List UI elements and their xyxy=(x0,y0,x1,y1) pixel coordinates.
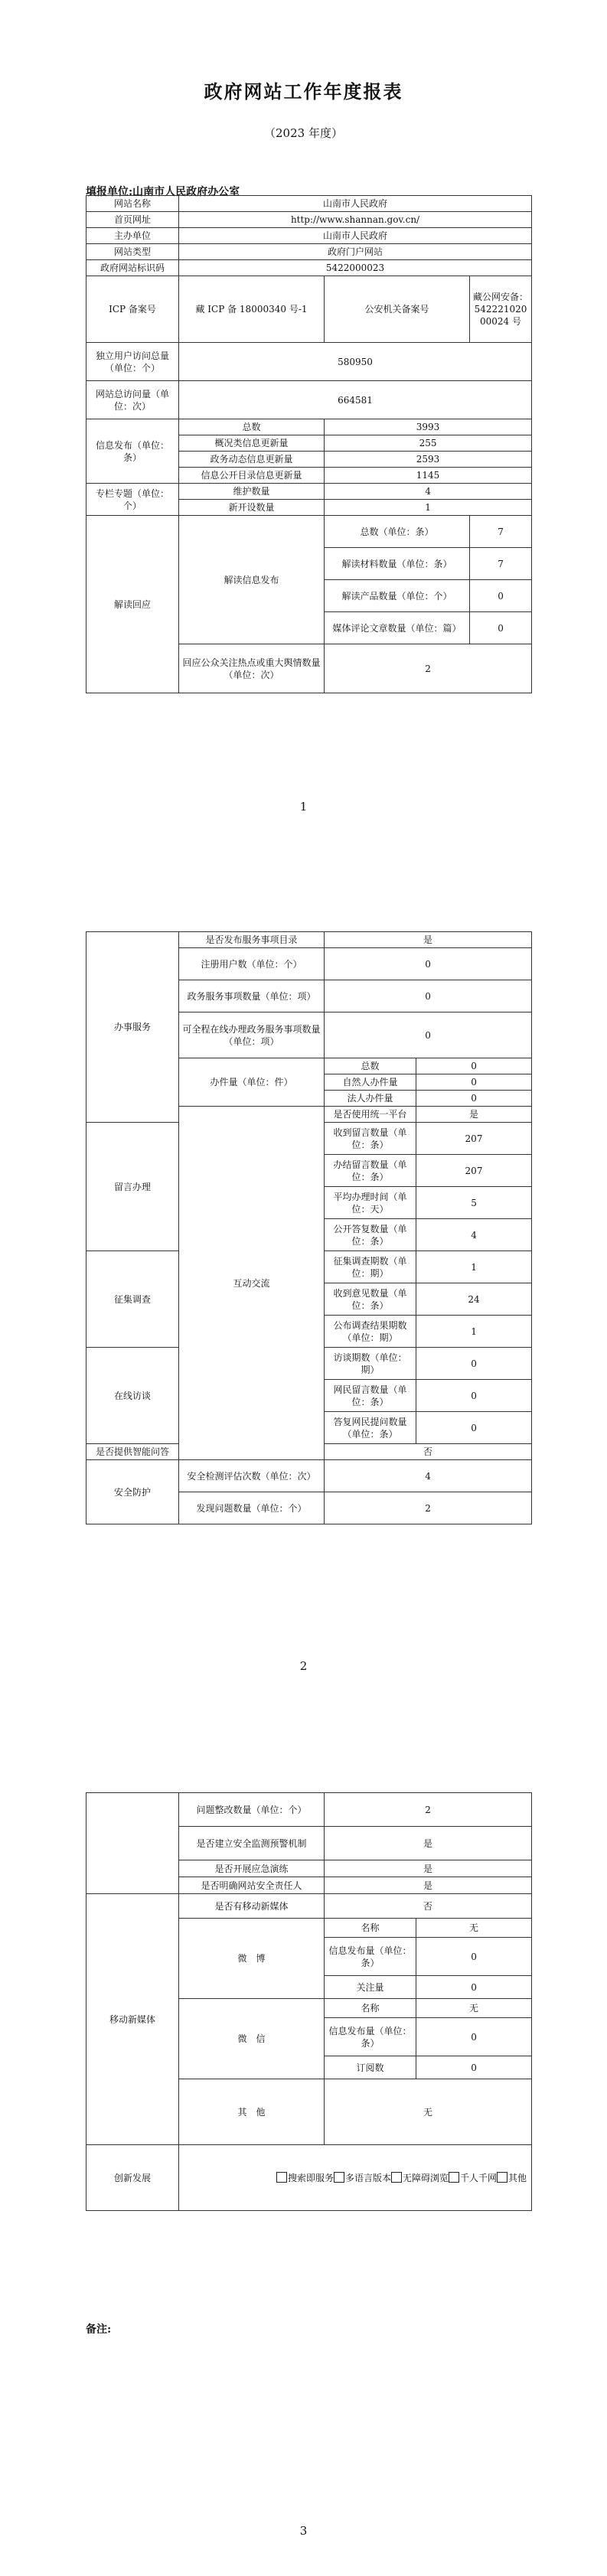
page-number: 2 xyxy=(299,1659,308,1673)
page-number: 1 xyxy=(299,800,308,814)
row-label: 问题整改数量（单位：个） xyxy=(179,1793,325,1827)
row-value: 0 xyxy=(416,2018,532,2056)
checkbox[interactable] xyxy=(276,2172,287,2183)
row-label: 信息发布量（单位：条） xyxy=(325,1938,416,1976)
row-value: 255 xyxy=(325,435,532,452)
report-table-page3 xyxy=(86,1792,532,2211)
row-value: 24 xyxy=(416,1283,532,1316)
row-value: 0 xyxy=(325,948,532,980)
row-label: 概况类信息更新量 xyxy=(179,435,325,452)
row-label: 政务服务事项数量（单位：项） xyxy=(179,980,325,1012)
row-value: 政府门户网站 xyxy=(179,244,532,260)
row-value: 207 xyxy=(416,1123,532,1155)
row-value: 1 xyxy=(325,500,532,516)
row-label: 自然人办件量 xyxy=(325,1074,416,1091)
group-label-continued xyxy=(86,1793,179,1894)
filing-unit: 填报单位:山南市人民政府办公室 xyxy=(86,186,240,198)
row-label: 是否建立安全监测预警机制 xyxy=(179,1827,325,1860)
row-value: 7 xyxy=(470,516,532,548)
checkbox[interactable] xyxy=(449,2172,459,2183)
report-table-page1 xyxy=(86,195,532,693)
group-label: 安全防护 xyxy=(86,1460,179,1524)
row-label: 征集调查期数（单位：期） xyxy=(325,1251,416,1283)
row-value: 4 xyxy=(325,484,532,500)
group-label: 专栏专题（单位：个） xyxy=(86,484,179,516)
row-label: 名称 xyxy=(325,1919,416,1938)
row-value: 0 xyxy=(416,1976,532,1999)
row-label: 独立用户访问总量（单位：个） xyxy=(86,343,179,381)
row-value: 是 xyxy=(325,1877,532,1894)
row-label: 总数 xyxy=(325,1058,416,1074)
row-label: 安全检测评估次数（单位：次） xyxy=(179,1460,325,1492)
row-value: 664581 xyxy=(179,381,532,419)
row-value: 207 xyxy=(416,1155,532,1187)
subgroup-label: 微 博 xyxy=(179,1919,325,1999)
row-value: 否 xyxy=(325,1894,532,1919)
police-value: 藏公网安备：54222102000024 号 xyxy=(470,276,532,343)
row-label: 网站总访问量（单位：次） xyxy=(86,381,179,419)
row-label: 收到意见数量（单位：条） xyxy=(325,1283,416,1316)
row-label: 是否使用统一平台 xyxy=(325,1107,416,1123)
row-value: 1 xyxy=(416,1316,532,1348)
row-value: 是 xyxy=(416,1107,532,1123)
subgroup-label: 在线访谈 xyxy=(86,1348,179,1444)
checkbox[interactable] xyxy=(391,2172,402,2183)
row-value: 0 xyxy=(470,612,532,644)
row-value: http://www.shannan.gov.cn/ xyxy=(179,212,532,228)
row-value: 0 xyxy=(416,1380,532,1412)
row-value: 2 xyxy=(325,644,532,693)
row-label: 回应公众关注热点或重大舆情数量（单位：次） xyxy=(179,644,325,693)
row-value: 0 xyxy=(470,580,532,612)
row-label: 信息公开目录信息更新量 xyxy=(179,468,325,484)
row-label: 平均办理时间（单位：天） xyxy=(325,1187,416,1219)
row-label: 是否提供智能问答 xyxy=(86,1444,179,1460)
row-label: 解读材料数量（单位：条） xyxy=(325,548,470,580)
subgroup-label: 微 信 xyxy=(179,1999,325,2079)
row-value: 无 xyxy=(416,1919,532,1938)
option-label: 无障碍浏览 xyxy=(402,2172,449,2183)
row-label: 政务动态信息更新量 xyxy=(179,452,325,468)
row-label: 名称 xyxy=(325,1999,416,2018)
row-label: 解读产品数量（单位：个） xyxy=(325,580,470,612)
row-label: 可全程在线办理政务服务事项数量（单位：项） xyxy=(179,1012,325,1058)
row-value: 1145 xyxy=(325,468,532,484)
checkbox[interactable] xyxy=(334,2172,344,2183)
row-label: 网站类型 xyxy=(86,244,179,260)
row-value: 0 xyxy=(416,1938,532,1976)
group-label: 互动交流 xyxy=(179,1107,325,1460)
group-label: 信息发布（单位：条） xyxy=(86,419,179,484)
police-label: 公安机关备案号 xyxy=(325,276,470,343)
row-label: 发现问题数量（单位：个） xyxy=(179,1492,325,1524)
subgroup-label: 留言办理 xyxy=(86,1123,179,1251)
row-value: 0 xyxy=(416,1348,532,1380)
row-value: 否 xyxy=(325,1444,532,1460)
row-value: 2593 xyxy=(325,452,532,468)
row-label: 法人办件量 xyxy=(325,1091,416,1107)
row-value: 0 xyxy=(416,2056,532,2079)
row-value: 5 xyxy=(416,1187,532,1219)
row-label: 新开设数量 xyxy=(179,500,325,516)
row-value: 0 xyxy=(416,1091,532,1107)
row-value: 2 xyxy=(325,1492,532,1524)
option-label: 搜索即服务 xyxy=(287,2172,334,2183)
row-label: 是否有移动新媒体 xyxy=(179,1894,325,1919)
row-value: 1 xyxy=(416,1251,532,1283)
row-value: 是 xyxy=(325,1827,532,1860)
report-table-page2 xyxy=(86,931,532,1524)
row-label: 网站名称 xyxy=(86,196,179,212)
option-label: 多语言版本 xyxy=(344,2172,391,2183)
row-value: 4 xyxy=(416,1219,532,1251)
row-value: 0 xyxy=(325,980,532,1012)
row-value: 0 xyxy=(325,1012,532,1058)
icp-value: 藏 ICP 备 18000340 号-1 xyxy=(179,276,325,343)
row-value: 是 xyxy=(325,1860,532,1877)
innovation-options xyxy=(179,2145,532,2211)
row-label: 订阅数 xyxy=(325,2056,416,2079)
row-label: 媒体评论文章数量（单位：篇） xyxy=(325,612,470,644)
row-value: 0 xyxy=(416,1074,532,1091)
row-label: 信息发布量（单位：条） xyxy=(325,2018,416,2056)
row-value: 是 xyxy=(325,932,532,948)
row-label: 访谈期数（单位：期） xyxy=(325,1348,416,1380)
row-value: 0 xyxy=(416,1058,532,1074)
row-value: 3993 xyxy=(325,419,532,435)
row-value: 580950 xyxy=(179,343,532,381)
row-label: 公开答复数量（单位：条） xyxy=(325,1219,416,1251)
row-label: 维护数量 xyxy=(179,484,325,500)
row-label: 网民留言数量（单位：条） xyxy=(325,1380,416,1412)
subgroup-label: 办件量（单位：件） xyxy=(179,1058,325,1107)
row-label: 总数 xyxy=(179,419,325,435)
row-label: 答复网民提问数量（单位：条） xyxy=(325,1412,416,1444)
row-label: 政府网站标识码 xyxy=(86,260,179,276)
page-title: 政府网站工作年度报表 xyxy=(204,80,403,103)
row-value: 山南市人民政府 xyxy=(179,228,532,244)
row-value: 无 xyxy=(325,2079,532,2145)
row-value: 山南市人民政府 xyxy=(179,196,532,212)
row-value: 4 xyxy=(325,1460,532,1492)
row-label: 办结留言数量（单位：条） xyxy=(325,1155,416,1187)
page-subtitle: （2023 年度） xyxy=(264,126,343,140)
option-label: 千人千网 xyxy=(459,2172,497,2183)
row-label: 收到留言数量（单位：条） xyxy=(325,1123,416,1155)
row-value: 0 xyxy=(416,1412,532,1444)
row-label: 关注量 xyxy=(325,1976,416,1999)
row-value: 5422000023 xyxy=(179,260,532,276)
group-label: 创新发展 xyxy=(86,2145,179,2211)
subgroup-label: 解读信息发布 xyxy=(179,516,325,644)
row-label: 注册用户数（单位：个） xyxy=(179,948,325,980)
page-number: 3 xyxy=(299,2524,308,2538)
row-label: 总数（单位：条） xyxy=(325,516,470,548)
option-label: 其他 xyxy=(508,2172,527,2183)
subgroup-label: 其 他 xyxy=(179,2079,325,2145)
row-label: 主办单位 xyxy=(86,228,179,244)
group-label: 办事服务 xyxy=(86,932,179,1123)
row-value: 2 xyxy=(325,1793,532,1827)
row-label: 是否开展应急演练 xyxy=(179,1860,325,1877)
group-label: 移动新媒体 xyxy=(86,1894,179,2145)
row-label: 是否明确网站安全责任人 xyxy=(179,1877,325,1894)
checkbox[interactable] xyxy=(497,2172,507,2183)
row-label: ICP 备案号 xyxy=(86,276,179,343)
group-label: 解读回应 xyxy=(86,516,179,693)
row-label: 是否发布服务事项目录 xyxy=(179,932,325,948)
row-label: 首页网址 xyxy=(86,212,179,228)
row-value: 7 xyxy=(470,548,532,580)
row-value: 无 xyxy=(416,1999,532,2018)
subgroup-label: 征集调查 xyxy=(86,1251,179,1348)
remarks-label: 备注: xyxy=(86,2323,112,2336)
row-label: 公布调查结果期数（单位：期） xyxy=(325,1316,416,1348)
